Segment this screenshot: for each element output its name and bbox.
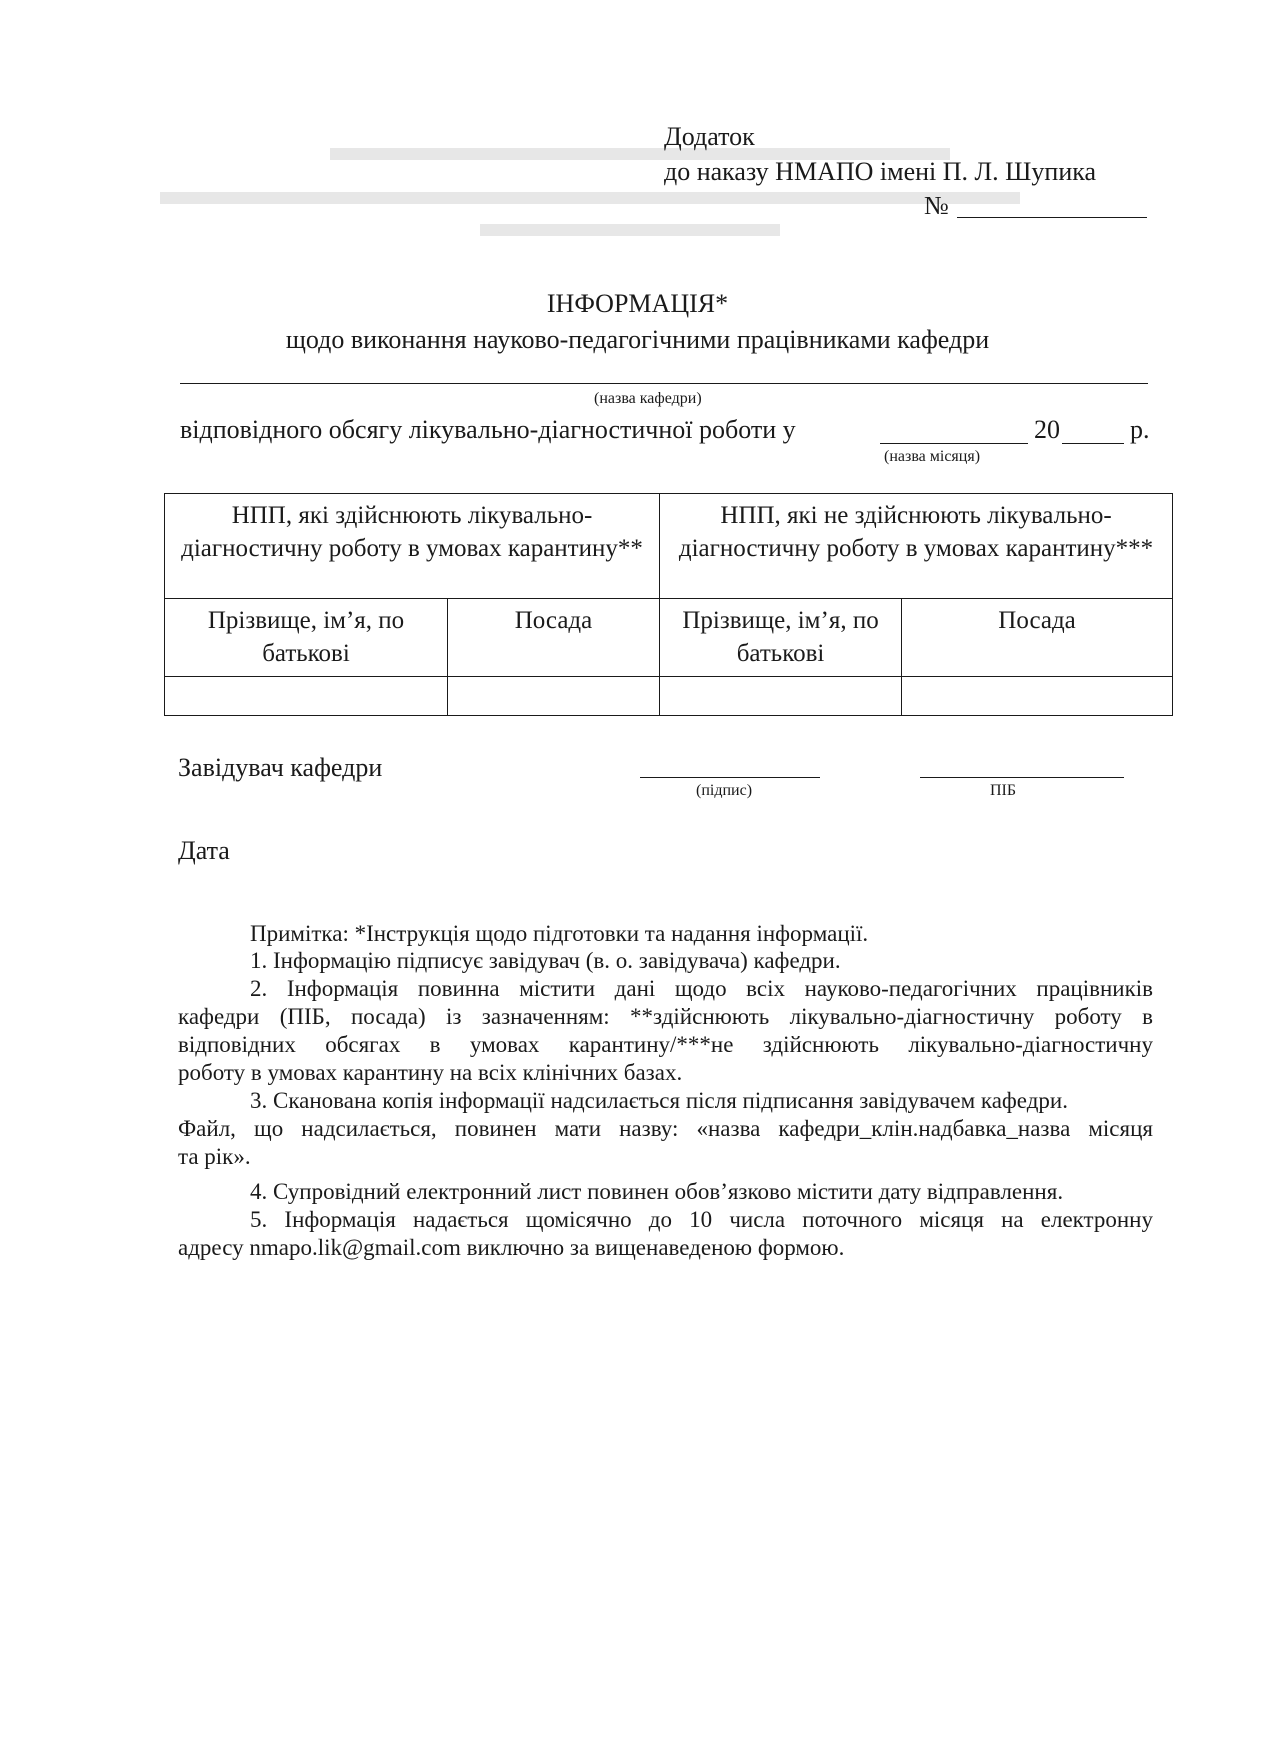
- table-cell[interactable]: [660, 677, 902, 716]
- order-reference: до наказу НМАПО імені П. Л. Шупика: [664, 157, 1097, 186]
- department-name-line: [180, 383, 1148, 384]
- department-caption: (назва кафедри): [594, 390, 702, 407]
- bleed-through-line: [160, 192, 1020, 204]
- note-item-5-line-2: адресу nmapo.lik@gmail.com виключно за вищенаведеною формою.: [178, 1235, 845, 1260]
- note-item-2-line-1: 2. Інформація повинна містити дані щодо всіх науково-педагогічних працівників: [250, 976, 1153, 1001]
- table-cell[interactable]: [165, 677, 448, 716]
- table-row: [165, 677, 1173, 716]
- note-item-2-line-4: роботу в умовах карантину на всіх клінічних базах.: [178, 1060, 683, 1085]
- year-suffix: р.: [1130, 415, 1150, 444]
- table-subheader-row: [165, 599, 1173, 677]
- year-blank-line: [1062, 443, 1124, 444]
- table-cell[interactable]: [902, 677, 1173, 716]
- name-line: [920, 777, 1124, 778]
- column-header-name: Прізвище, ім’я, по батькові: [165, 599, 448, 677]
- month-blank-line: [880, 443, 1028, 444]
- number-sign: №: [924, 191, 949, 220]
- year-prefix: 20: [1034, 415, 1060, 444]
- table-cell[interactable]: [448, 677, 660, 716]
- staff-table: [164, 493, 1173, 716]
- document-subtitle: щодо виконання науково-педагогічними працівниками кафедри: [285, 325, 990, 354]
- number-blank-line: [957, 217, 1147, 218]
- note-item-3-line-1: 3. Сканована копія інформації надсилається після підписання завідувачем кафедри.: [250, 1088, 1068, 1113]
- document-title: ІНФОРМАЦІЯ*: [546, 289, 729, 318]
- column-header-position: Посада: [448, 599, 660, 677]
- month-caption: (назва місяця): [884, 448, 981, 465]
- column-header-name: Прізвище, ім’я, по батькові: [660, 599, 902, 677]
- note-item-4: 4. Супровідний електронний лист повинен обов’язково містити дату відправлення.: [250, 1179, 1064, 1204]
- note-item-5-line-1: 5. Інформація надається щомісячно до 10 числа поточного місяця на електронну: [250, 1207, 1153, 1232]
- date-label: Дата: [178, 836, 230, 865]
- appendix-label: Додаток: [664, 122, 755, 151]
- note-item-2-line-2: кафедри (ПІБ, посада) із зазначенням: **здійснюють лікувально-діагностичну роботу в: [178, 1004, 1153, 1029]
- signature-caption: (підпис): [696, 782, 753, 799]
- name-caption: ПІБ: [990, 782, 1017, 799]
- notes-heading: Примітка: *Інструкція щодо підготовки та надання інформації.: [250, 921, 869, 946]
- column-group-not-working: НПП, які не здійснюють лікувально-діагностичну роботу в умовах карантину***: [660, 494, 1173, 599]
- note-item-3-line-2: Файл, що надсилається, повинен мати назву: «назва кафедри_клін.надбавка_назва місяця: [178, 1116, 1153, 1141]
- column-header-position: Посада: [902, 599, 1173, 677]
- head-of-department-label: Завідувач кафедри: [178, 753, 383, 782]
- column-group-working: НПП, які здійснюють лікувально-діагностичну роботу в умовах карантину**: [165, 494, 660, 599]
- bleed-through-line: [480, 224, 780, 236]
- note-item-3-line-3: та рік».: [178, 1144, 251, 1169]
- note-item-1: 1. Інформацію підписує завідувач (в. о. завідувача) кафедри.: [250, 948, 841, 973]
- note-item-2-line-3: відповідних обсягах в умовах карантину/***не здійснюють лікувально-діагностичну: [178, 1032, 1153, 1057]
- signature-line: [640, 777, 820, 778]
- table-header-row: [165, 494, 1173, 599]
- period-text: відповідного обсягу лікувально-діагностичної роботи у: [180, 415, 796, 444]
